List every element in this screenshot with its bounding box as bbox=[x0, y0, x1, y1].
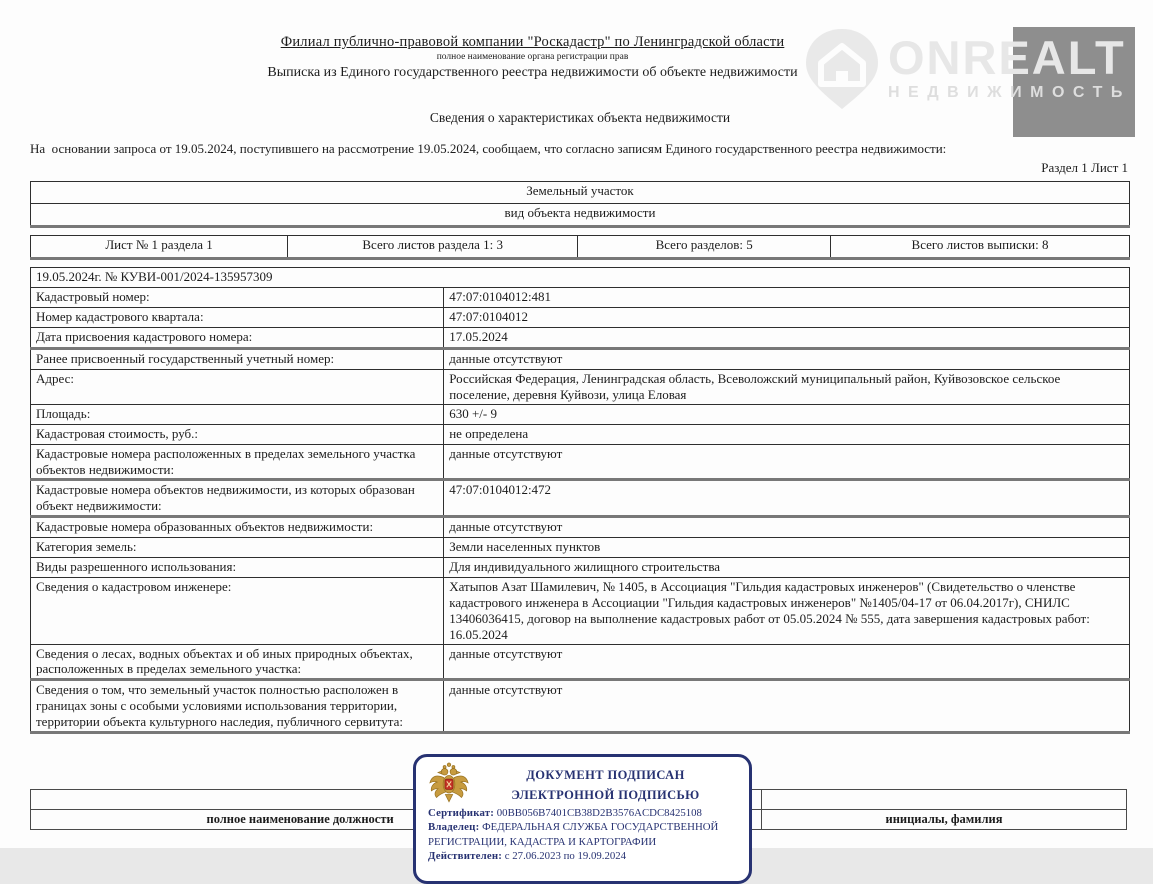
validity-label: Действителен: bbox=[428, 850, 503, 863]
org-name: Филиал публично-правовой компании "Роскадастр" по Ленинградской области bbox=[280, 34, 785, 50]
row-value: данные отсутствуют bbox=[444, 517, 1130, 538]
row-value: 47:07:0104012:472 bbox=[444, 480, 1130, 517]
position-name-label: полное наименование должности bbox=[31, 810, 570, 830]
row-label: Сведения о том, что земельный участок полностью расположен в границах зоны с особыми условиями использования территории, территории объекта культурного наследия, публичного сервитута: bbox=[31, 680, 444, 733]
table-row bbox=[31, 480, 1130, 517]
table-row bbox=[31, 349, 1130, 370]
row-label: Кадастровый номер: bbox=[31, 288, 444, 308]
object-type-value: Земельный участок bbox=[31, 182, 1130, 204]
row-label: Номер кадастрового квартала: bbox=[31, 308, 444, 328]
eagle-emblem-icon bbox=[427, 761, 471, 806]
table-row bbox=[31, 404, 1130, 424]
row-value: 630 +/- 9 bbox=[444, 404, 1130, 424]
row-label: Кадастровые номера расположенных в пределах земельного участка объектов недвижимости: bbox=[31, 444, 444, 480]
owner-value: ФЕДЕРАЛЬНАЯ СЛУЖБА ГОСУДАРСТВЕННОЙ РЕГИСТРАЦИИ, КАДАСТРА И КАРТОГРАФИИ bbox=[428, 821, 719, 848]
row-value: Для индивидуального жилищного строительства bbox=[444, 558, 1130, 578]
table-row bbox=[31, 578, 1130, 644]
stamp-owner-line bbox=[428, 820, 740, 849]
object-type-caption: вид объекта недвижимости bbox=[31, 204, 1130, 227]
stamp-header bbox=[425, 761, 740, 806]
object-type-table bbox=[30, 181, 1130, 228]
row-label: Кадастровые номера образованных объектов недвижимости: bbox=[31, 517, 444, 538]
section-title: Сведения о характеристиках объекта недвижимости bbox=[429, 110, 731, 125]
row-label: Ранее присвоенный государственный учетный номер: bbox=[31, 349, 444, 370]
row-value: данные отсутствуют bbox=[444, 349, 1130, 370]
sheets-in-section-cell: Всего листов раздела 1: 3 bbox=[288, 236, 578, 259]
row-label: Сведения о кадастровом инженере: bbox=[31, 578, 444, 644]
table-row bbox=[31, 236, 1130, 259]
row-value: данные отсутствуют bbox=[444, 680, 1130, 733]
stamp-title-line1: ДОКУМЕНТ ПОДПИСАН bbox=[526, 768, 685, 782]
stamp-certificate-line bbox=[428, 806, 740, 820]
total-sheets-cell: Всего листов выписки: 8 bbox=[831, 236, 1130, 259]
row-label: Сведения о лесах, водных объектах и об иных природных объектах, расположенных в пределах земельного участка: bbox=[31, 644, 444, 680]
digital-signature-stamp bbox=[413, 754, 752, 884]
row-label: Категория земель: bbox=[31, 538, 444, 558]
watermark-brand: ONREALT bbox=[888, 31, 1126, 84]
org-name-caption: полное наименование органа регистрации прав bbox=[436, 52, 629, 62]
row-label: Площадь: bbox=[31, 404, 444, 424]
table-row bbox=[31, 370, 1130, 405]
signature-empty-cell bbox=[762, 790, 1127, 810]
row-value: 17.05.2024 bbox=[444, 328, 1130, 349]
sheet-number-cell: Лист № 1 раздела 1 bbox=[31, 236, 288, 259]
row-value: данные отсутствуют bbox=[444, 644, 1130, 680]
row-value: Российская Федерация, Ленинградская область, Всеволожский муниципальный район, Куйвозовское сельское поселение, деревня Куйвози, улица Еловая bbox=[444, 370, 1130, 405]
table-row bbox=[31, 517, 1130, 538]
stamp-title-block bbox=[471, 761, 740, 805]
row-value: 47:07:0104012 bbox=[444, 308, 1130, 328]
table-row bbox=[31, 288, 1130, 308]
row-label: Дата присвоения кадастрового номера: bbox=[31, 328, 444, 349]
request-basis-line: На основании запроса от 19.05.2024, поступившего на рассмотрение 19.05.2024, сообщаем, что согласно записям Единого государственного реестра недвижимости: bbox=[30, 141, 947, 156]
row-value: Земли населенных пунктов bbox=[444, 538, 1130, 558]
table-row bbox=[31, 558, 1130, 578]
stamp-validity-line bbox=[428, 849, 740, 863]
row-label: Адрес: bbox=[31, 370, 444, 405]
row-label: Кадастровая стоимость, руб.: bbox=[31, 424, 444, 444]
table-row bbox=[31, 328, 1130, 349]
certificate-value: 00BB056B7401CB38D2B3576ACDC8425108 bbox=[496, 807, 702, 819]
stamp-details bbox=[425, 806, 740, 864]
document-header bbox=[30, 34, 1035, 81]
table-row bbox=[31, 680, 1130, 733]
request-number-cell: 19.05.2024г. № КУВИ-001/2024-135957309 bbox=[31, 268, 1130, 288]
row-label: Виды разрешенного использования: bbox=[31, 558, 444, 578]
row-value: не определена bbox=[444, 424, 1130, 444]
document-content bbox=[30, 0, 1130, 734]
table-row bbox=[31, 182, 1130, 204]
table-row bbox=[31, 268, 1130, 288]
row-value: Хатыпов Азат Шамилевич, № 1405, в Ассоциация "Гильдия кадастровых инженеров" (Свидетельство о членстве кадастрового инженера в Ассоциации "Гильдия кадастровых инженеров" №1405/04-17 от 06.04.2017г), СНИЛС 13406036415, договор на выполнение кадастровых работ от 05.05.2024 № 555, дата завершения кадастровых работ: 16.05.2024 bbox=[444, 578, 1130, 644]
owner-label: Владелец: bbox=[428, 821, 480, 834]
total-sections-cell: Всего разделов: 5 bbox=[578, 236, 831, 259]
row-value: 47:07:0104012:481 bbox=[444, 288, 1130, 308]
table-row bbox=[31, 308, 1130, 328]
validity-value: с 27.06.2023 по 19.09.2024 bbox=[504, 850, 627, 863]
document-title: Выписка из Единого государственного реестра недвижимости об объекте недвижимости bbox=[267, 65, 798, 80]
table-row bbox=[31, 644, 1130, 680]
stamp-title-line2: ЭЛЕКТРОННОЙ ПОДПИСЬЮ bbox=[511, 788, 700, 802]
table-row bbox=[31, 204, 1130, 227]
table-row bbox=[31, 444, 1130, 480]
sheets-header-table bbox=[30, 235, 1130, 260]
table-row bbox=[31, 538, 1130, 558]
initials-surname-label: инициалы, фамилия bbox=[762, 810, 1127, 830]
watermark-subtitle: НЕДВИЖИМОСТЬ bbox=[888, 84, 1131, 101]
certificate-label: Сертификат: bbox=[428, 807, 495, 819]
table-row bbox=[31, 424, 1130, 444]
details-table bbox=[30, 267, 1130, 734]
row-label: Кадастровые номера объектов недвижимости, из которых образован объект недвижимости: bbox=[31, 480, 444, 517]
section-sheet-label: Раздел 1 Лист 1 bbox=[1041, 160, 1128, 175]
row-value: данные отсутствуют bbox=[444, 444, 1130, 480]
